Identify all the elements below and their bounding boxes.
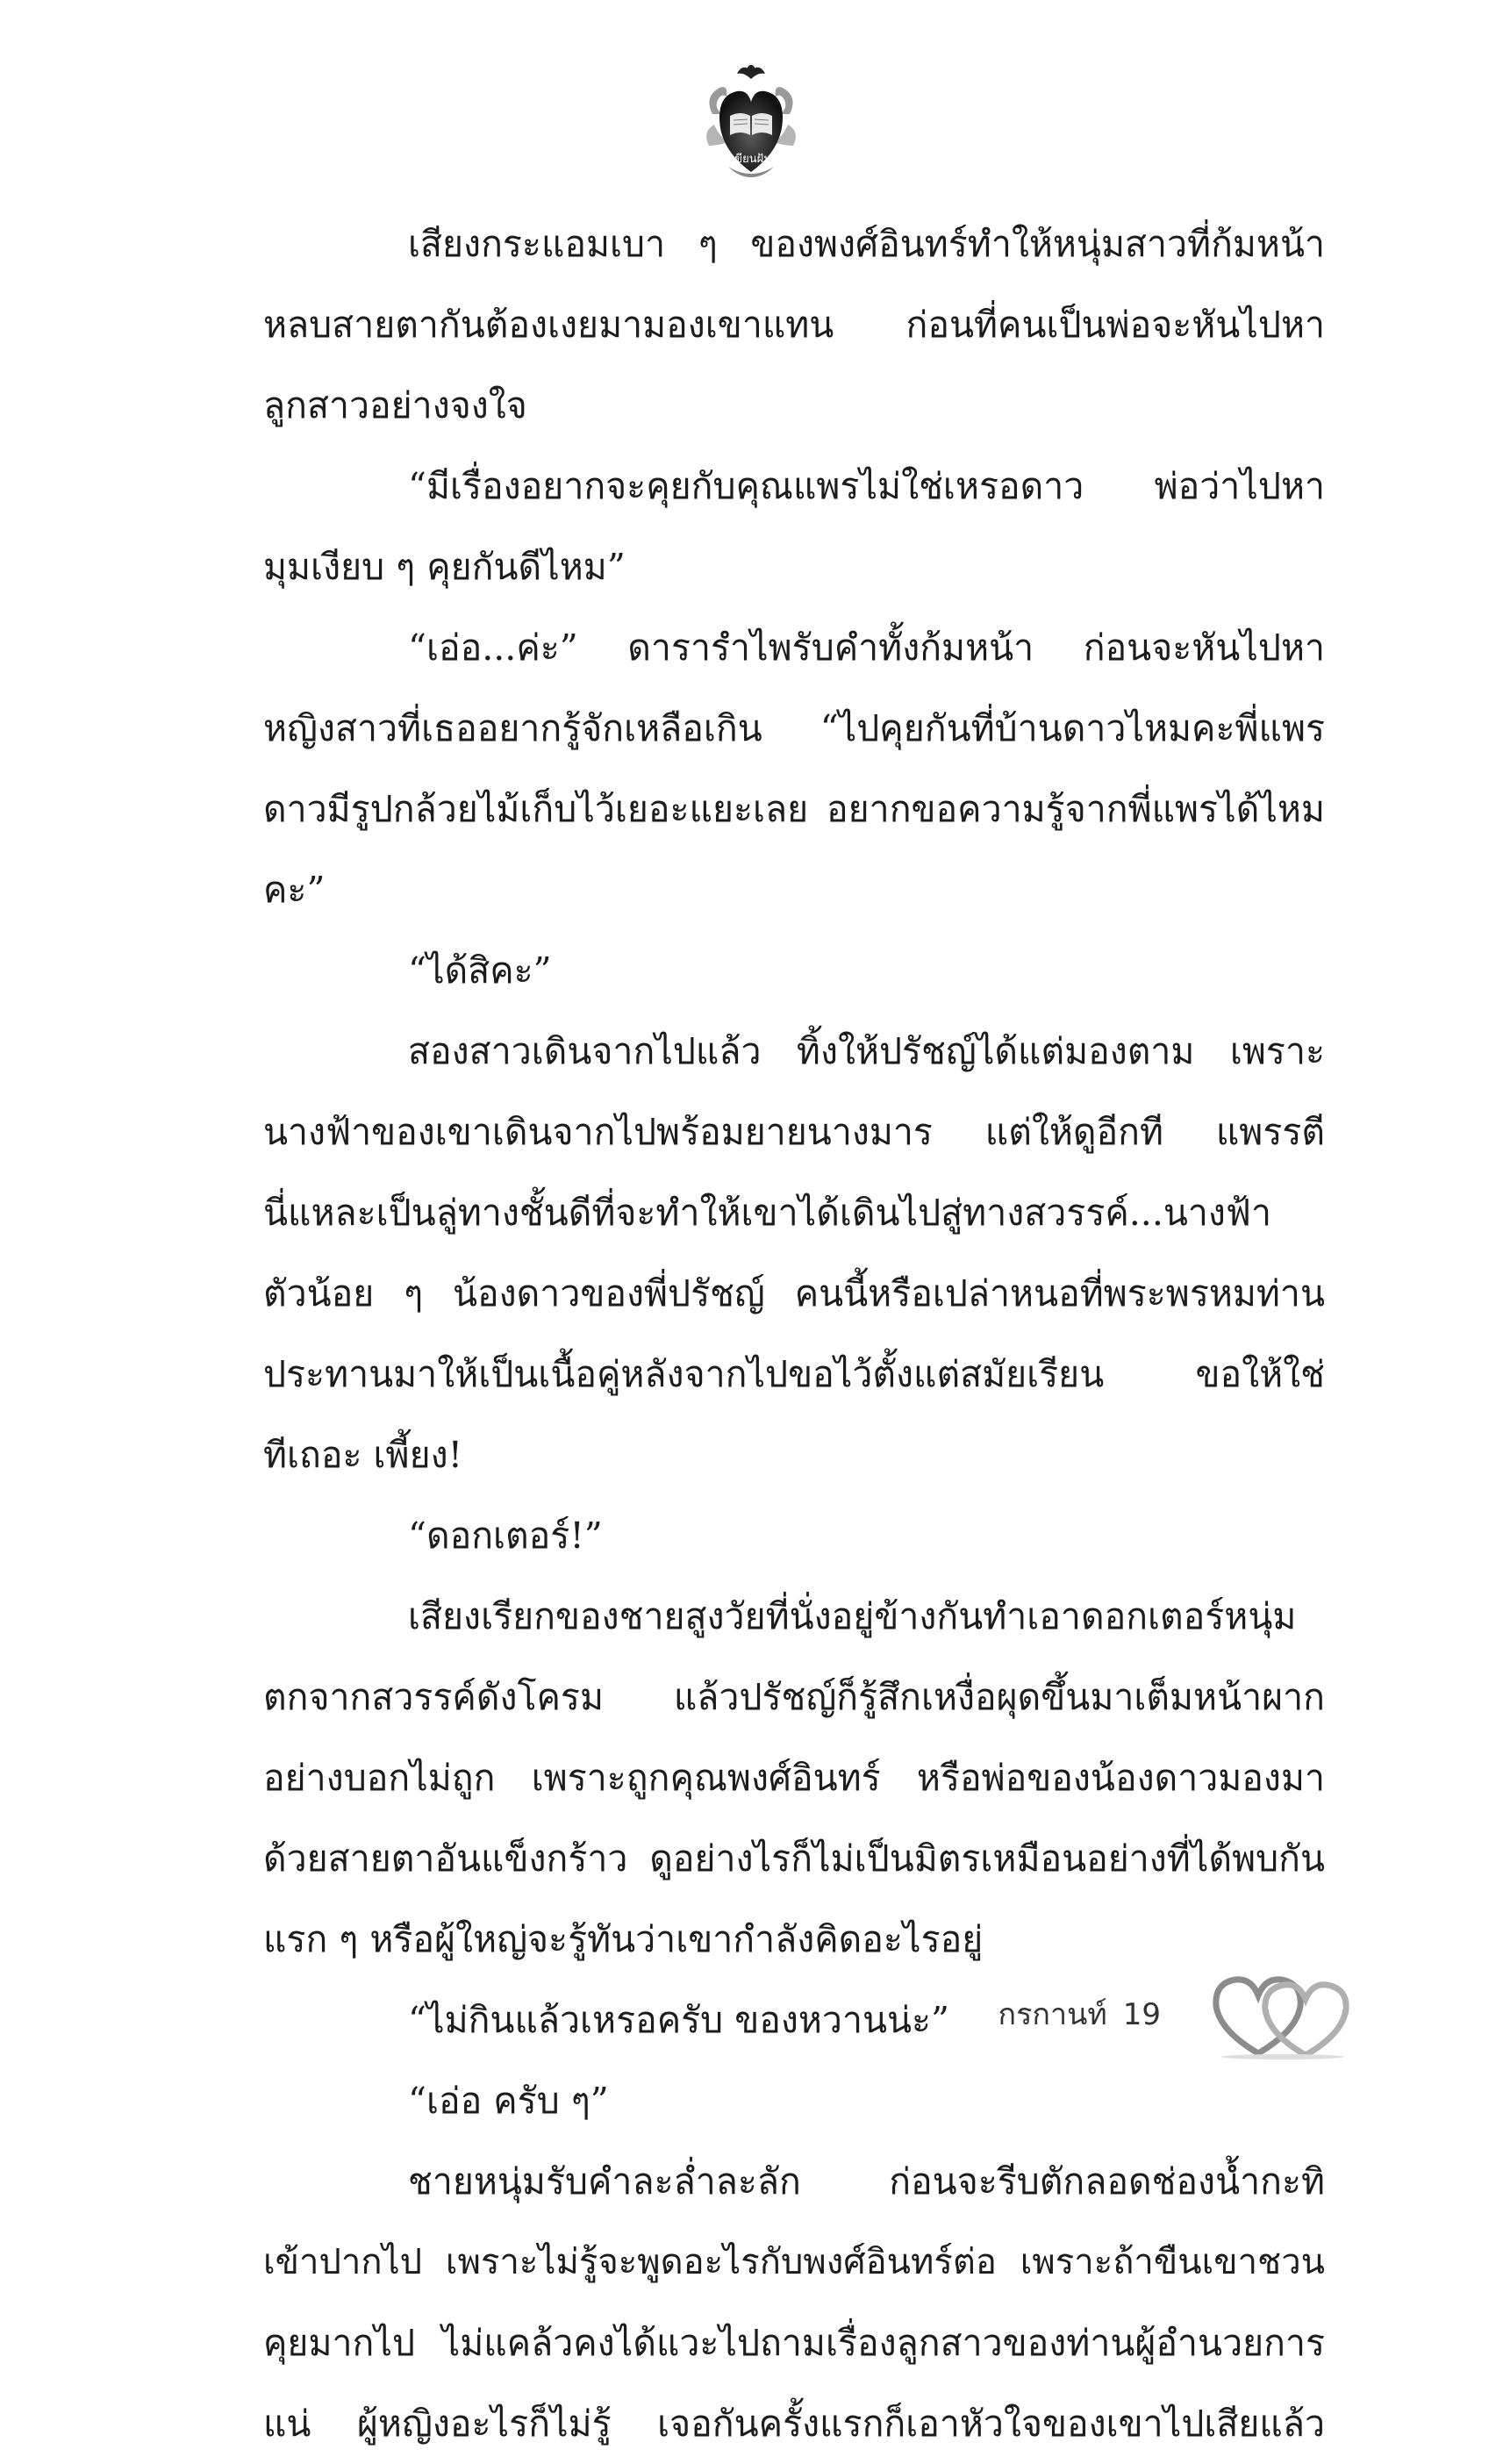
text-line: อย่างบอกไม่ถูก เพราะถูกคุณพงศ์อินทร์ หรือพ่อของน้องดาวมองมา: [263, 1757, 1325, 1799]
page-footer: [0, 1964, 1503, 2060]
text-line: ตกจากสวรรค์ดังโครม แล้วปรัชญ์ก็รู้สึกเหงื่อผุดขึ้นมาเต็มหน้าผาก: [263, 1676, 1325, 1718]
text-line: “ไม่กินแล้วเหรอครับ ของหวานน่ะ”: [408, 1999, 950, 2041]
ornamental-book-crest-icon: [702, 61, 800, 183]
text-line: หญิงสาวที่เธออยากรู้จักเหลือเกิน “ไปคุยกันที่บ้านดาวไหมคะพี่แพร: [263, 707, 1325, 749]
text-line: มุมเงียบ ๆ คุยกันดีไหม”: [263, 546, 626, 588]
text-line: คะ”: [263, 869, 326, 911]
text-line: เข้าปากไป เพราะไม่รู้จะพูดอะไรกับพงศ์อินทร์ต่อ เพราะถ้าขืนเขาชวน: [263, 2242, 1325, 2282]
page-number: 19: [1122, 1997, 1161, 2032]
text-line: สองสาวเดินจากไปแล้ว ทิ้งให้ปรัชญ์ได้แต่มองตาม เพราะ: [408, 1030, 1325, 1072]
text-line: “ดอกเตอร์!”: [408, 1515, 603, 1557]
text-line: ทีเถอะ เพี้ยง!: [263, 1434, 463, 1476]
double-heart-outline-icon: [1207, 1969, 1358, 2060]
text-line: หลบสายตากันต้องเงยมามองเขาแทน ก่อนที่คนเป็นพ่อจะหันไปหา: [263, 304, 1325, 346]
text-line: “มีเรื่องอยากจะคุยกับคุณแพรไม่ใช่เหรอดาว พ่อว่าไปหา: [408, 465, 1325, 507]
crest-label: เขียนฝัน: [730, 153, 772, 166]
text-line: แรก ๆ หรือผู้ใหญ่จะรู้ทันว่าเขากำลังคิดอะไรอยู่: [263, 1918, 984, 1960]
running-footer: [998, 1990, 1161, 2038]
text-line: ตัวน้อย ๆ น้องดาวของพี่ปรัชญ์ คนนี้หรือเปล่าหนอที่พระพรหมท่าน: [263, 1272, 1325, 1314]
text-line: “ได้สิคะ”: [408, 949, 552, 992]
text-line: ดาวมีรูปกล้วยไม้เก็บไว้เยอะแยะเลย อยากขอความรู้จากพี่แพรได้ไหม: [263, 788, 1325, 830]
text-line: “เอ่อ...ค่ะ” ดารารำไพรับคำทั้งก้มหน้า ก่อนจะหันไปหา: [408, 627, 1325, 669]
text-line: แน่ ผู้หญิงอะไรก็ไม่รู้ เจอกันครั้งแรกก็เอาหัวใจของเขาไปเสียแล้ว: [263, 2403, 1325, 2445]
text-line: นางฟ้าของเขาเดินจากไปพร้อมยายนางมาร แต่ให้ดูอีกที แพรรตี: [263, 1111, 1325, 1153]
text-line: เสียงกระแอมเบา ๆ ของพงศ์อินทร์ทำให้หนุ่มสาวที่ก้มหน้า: [408, 223, 1325, 265]
text-line: ชายหนุ่มรับคำละล่ำละลัก ก่อนจะรีบตักลอดช่องน้ำกะทิ: [408, 2160, 1325, 2203]
book-title: กรกานท์: [998, 1997, 1107, 2032]
text-line: เสียงเรียกของชายสูงวัยที่นั่งอยู่ข้างกันทำเอาดอกเตอร์หนุ่ม: [408, 1595, 1297, 1637]
chapter-body: [263, 204, 1325, 2464]
text-line: คุยมากไป ไม่แคล้วคงได้แวะไปถามเรื่องลูกสาวของท่านผู้อำนวยการ: [263, 2322, 1325, 2364]
text-line: นี่แหละเป็นลู่ทางชั้นดีที่จะทำให้เขาได้เดินไปสู่ทางสวรรค์...นางฟ้า: [263, 1192, 1271, 1234]
text-line: ด้วยสายตาอันแข็งกร้าว ดูอย่างไรก็ไม่เป็นมิตรเหมือนอย่างที่ได้พบกัน: [263, 1837, 1325, 1880]
text-line: ลูกสาวอย่างจงใจ: [263, 384, 527, 426]
text-line: ประทานมาให้เป็นเนื้อคู่หลังจากไปขอไว้ตั้งแต่สมัยเรียน ขอให้ใช่: [263, 1353, 1325, 1395]
text-line: “เอ่อ ครับ ๆ”: [408, 2080, 609, 2122]
